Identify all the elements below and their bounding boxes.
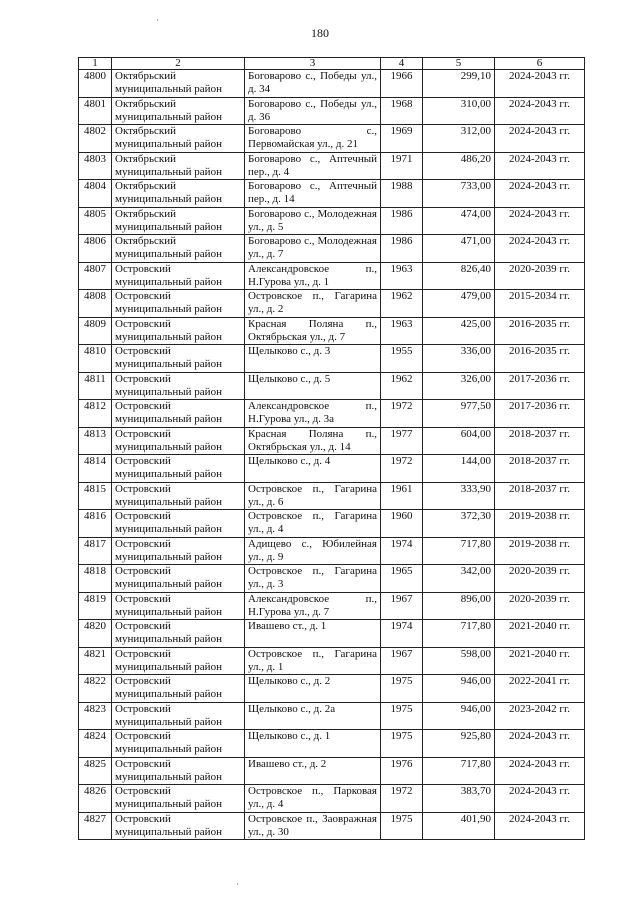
area-cell: 336,00 bbox=[423, 345, 495, 373]
district-cell: Островский муниципальный район bbox=[112, 317, 245, 345]
district-cell: Октябрьский муниципальный район bbox=[112, 207, 245, 235]
area-cell: 372,30 bbox=[423, 510, 495, 538]
district-cell: Островский муниципальный район bbox=[112, 785, 245, 813]
row-number: 4817 bbox=[79, 537, 112, 565]
column-header: 6 bbox=[495, 58, 585, 70]
column-header: 4 bbox=[381, 58, 423, 70]
year-cell: 1965 bbox=[381, 565, 423, 593]
year-cell: 1974 bbox=[381, 620, 423, 648]
period-cell: 2016-2035 гг. bbox=[495, 317, 585, 345]
year-cell: 1963 bbox=[381, 317, 423, 345]
district-cell: Островский муниципальный район bbox=[112, 372, 245, 400]
address-cell: Александровское п., Н.Гурова ул., д. 3а bbox=[245, 400, 381, 428]
table-row bbox=[79, 510, 585, 538]
column-header: 2 bbox=[112, 58, 245, 70]
address-cell: Боговарово с., Молодежная ул., д. 5 bbox=[245, 207, 381, 235]
table-row bbox=[79, 427, 585, 455]
district-cell: Островский муниципальный район bbox=[112, 482, 245, 510]
year-cell: 1975 bbox=[381, 812, 423, 840]
row-number: 4802 bbox=[79, 125, 112, 153]
table-row bbox=[79, 290, 585, 318]
area-cell: 299,10 bbox=[423, 70, 495, 98]
table-row bbox=[79, 455, 585, 483]
row-number: 4824 bbox=[79, 730, 112, 758]
table-row bbox=[79, 400, 585, 428]
table-row bbox=[79, 70, 585, 98]
year-cell: 1975 bbox=[381, 730, 423, 758]
district-cell: Октябрьский муниципальный район bbox=[112, 152, 245, 180]
period-cell: 2018-2037 гг. bbox=[495, 482, 585, 510]
row-number: 4801 bbox=[79, 97, 112, 125]
district-cell: Островский муниципальный район bbox=[112, 400, 245, 428]
row-number: 4812 bbox=[79, 400, 112, 428]
address-cell: Островское п., Гагарина ул., д. 4 bbox=[245, 510, 381, 538]
year-cell: 1974 bbox=[381, 537, 423, 565]
column-header: 1 bbox=[79, 58, 112, 70]
row-number: 4816 bbox=[79, 510, 112, 538]
district-cell: Островский муниципальный район bbox=[112, 345, 245, 373]
year-cell: 1967 bbox=[381, 592, 423, 620]
period-cell: 2018-2037 гг. bbox=[495, 455, 585, 483]
address-cell: Щелыково с., д. 2 bbox=[245, 675, 381, 703]
period-cell: 2024-2043 гг. bbox=[495, 757, 585, 785]
district-cell: Островский муниципальный район bbox=[112, 812, 245, 840]
year-cell: 1960 bbox=[381, 510, 423, 538]
period-cell: 2016-2035 гг. bbox=[495, 345, 585, 373]
address-cell: Ивашево ст., д. 1 bbox=[245, 620, 381, 648]
district-cell: Островский муниципальный район bbox=[112, 647, 245, 675]
address-cell: Красная Поляна п., Октябрьская ул., д. 14 bbox=[245, 427, 381, 455]
column-number-row bbox=[79, 58, 585, 70]
year-cell: 1988 bbox=[381, 180, 423, 208]
address-cell: Боговарово с., Победы ул., д. 36 bbox=[245, 97, 381, 125]
page-number: 180 bbox=[311, 26, 329, 40]
period-cell: 2024-2043 гг. bbox=[495, 125, 585, 153]
area-cell: 977,50 bbox=[423, 400, 495, 428]
year-cell: 1955 bbox=[381, 345, 423, 373]
address-cell: Островское п., Заовражная ул., д. 30 bbox=[245, 812, 381, 840]
area-cell: 471,00 bbox=[423, 235, 495, 263]
address-cell: Щелыково с., д. 3 bbox=[245, 345, 381, 373]
area-cell: 425,00 bbox=[423, 317, 495, 345]
area-cell: 342,00 bbox=[423, 565, 495, 593]
address-cell: Островское п., Гагарина ул., д. 2 bbox=[245, 290, 381, 318]
district-cell: Октябрьский муниципальный район bbox=[112, 125, 245, 153]
period-cell: 2017-2036 гг. bbox=[495, 400, 585, 428]
year-cell: 1972 bbox=[381, 785, 423, 813]
scan-speck: · bbox=[156, 15, 159, 25]
column-header: 5 bbox=[423, 58, 495, 70]
table-row bbox=[79, 317, 585, 345]
row-number: 4807 bbox=[79, 262, 112, 290]
address-cell: Александровское п., Н.Гурова ул., д. 7 bbox=[245, 592, 381, 620]
table-row bbox=[79, 647, 585, 675]
row-number: 4810 bbox=[79, 345, 112, 373]
address-cell: Щелыково с., д. 1 bbox=[245, 730, 381, 758]
period-cell: 2021-2040 гг. bbox=[495, 647, 585, 675]
table-row bbox=[79, 345, 585, 373]
area-cell: 479,00 bbox=[423, 290, 495, 318]
district-cell: Островский муниципальный район bbox=[112, 592, 245, 620]
district-cell: Островский муниципальный район bbox=[112, 455, 245, 483]
area-cell: 310,00 bbox=[423, 97, 495, 125]
period-cell: 2022-2041 гг. bbox=[495, 675, 585, 703]
year-cell: 1971 bbox=[381, 152, 423, 180]
row-number: 4822 bbox=[79, 675, 112, 703]
scan-speck: · bbox=[236, 879, 239, 889]
year-cell: 1968 bbox=[381, 97, 423, 125]
district-cell: Островский муниципальный район bbox=[112, 702, 245, 730]
district-cell: Октябрьский муниципальный район bbox=[112, 180, 245, 208]
table-row bbox=[79, 180, 585, 208]
area-cell: 826,40 bbox=[423, 262, 495, 290]
year-cell: 1963 bbox=[381, 262, 423, 290]
district-cell: Островский муниципальный район bbox=[112, 427, 245, 455]
address-cell: Островское п., Гагарина ул., д. 6 bbox=[245, 482, 381, 510]
table-row bbox=[79, 235, 585, 263]
year-cell: 1977 bbox=[381, 427, 423, 455]
row-number: 4800 bbox=[79, 70, 112, 98]
row-number: 4808 bbox=[79, 290, 112, 318]
table-row bbox=[79, 702, 585, 730]
period-cell: 2023-2042 гг. bbox=[495, 702, 585, 730]
area-cell: 598,00 bbox=[423, 647, 495, 675]
address-cell: Боговарово с., Аптечный пер., д. 14 bbox=[245, 180, 381, 208]
table-row bbox=[79, 812, 585, 840]
year-cell: 1976 bbox=[381, 757, 423, 785]
district-cell: Островский муниципальный район bbox=[112, 537, 245, 565]
period-cell: 2020-2039 гг. bbox=[495, 565, 585, 593]
address-cell: Адищево с., Юбилейная ул., д. 9 bbox=[245, 537, 381, 565]
period-cell: 2024-2043 гг. bbox=[495, 235, 585, 263]
area-cell: 333,90 bbox=[423, 482, 495, 510]
row-number: 4809 bbox=[79, 317, 112, 345]
period-cell: 2020-2039 гг. bbox=[495, 592, 585, 620]
area-cell: 946,00 bbox=[423, 675, 495, 703]
year-cell: 1972 bbox=[381, 400, 423, 428]
year-cell: 1967 bbox=[381, 647, 423, 675]
area-cell: 717,80 bbox=[423, 537, 495, 565]
address-cell: Щелыково с., д. 5 bbox=[245, 372, 381, 400]
area-cell: 733,00 bbox=[423, 180, 495, 208]
period-cell: 2024-2043 гг. bbox=[495, 812, 585, 840]
row-number: 4803 bbox=[79, 152, 112, 180]
district-cell: Октябрьский муниципальный район bbox=[112, 235, 245, 263]
address-cell: Александровское п., Н.Гурова ул., д. 1 bbox=[245, 262, 381, 290]
district-cell: Островский муниципальный район bbox=[112, 675, 245, 703]
table-row bbox=[79, 785, 585, 813]
period-cell: 2024-2043 гг. bbox=[495, 152, 585, 180]
row-number: 4825 bbox=[79, 757, 112, 785]
period-cell: 2024-2043 гг. bbox=[495, 207, 585, 235]
period-cell: 2017-2036 гг. bbox=[495, 372, 585, 400]
area-cell: 401,90 bbox=[423, 812, 495, 840]
table-row bbox=[79, 675, 585, 703]
row-number: 4821 bbox=[79, 647, 112, 675]
address-cell: Щелыково с., д. 4 bbox=[245, 455, 381, 483]
row-number: 4813 bbox=[79, 427, 112, 455]
year-cell: 1986 bbox=[381, 207, 423, 235]
address-cell: Островское п., Гагарина ул., д. 1 bbox=[245, 647, 381, 675]
address-cell: Красная Поляна п., Октябрьская ул., д. 7 bbox=[245, 317, 381, 345]
period-cell: 2018-2037 гг. bbox=[495, 427, 585, 455]
district-cell: Островский муниципальный район bbox=[112, 290, 245, 318]
area-cell: 474,00 bbox=[423, 207, 495, 235]
area-cell: 717,80 bbox=[423, 757, 495, 785]
address-cell: Боговарово с., Аптечный пер., д. 4 bbox=[245, 152, 381, 180]
table-row bbox=[79, 537, 585, 565]
period-cell: 2021-2040 гг. bbox=[495, 620, 585, 648]
address-cell: Островское п., Гагарина ул., д. 3 bbox=[245, 565, 381, 593]
area-cell: 896,00 bbox=[423, 592, 495, 620]
address-cell: Боговарово с., Молодежная ул., д. 7 bbox=[245, 235, 381, 263]
area-cell: 604,00 bbox=[423, 427, 495, 455]
row-number: 4811 bbox=[79, 372, 112, 400]
address-cell: Ивашево ст., д. 2 bbox=[245, 757, 381, 785]
table-row bbox=[79, 152, 585, 180]
period-cell: 2024-2043 гг. bbox=[495, 97, 585, 125]
area-cell: 144,00 bbox=[423, 455, 495, 483]
row-number: 4804 bbox=[79, 180, 112, 208]
area-cell: 946,00 bbox=[423, 702, 495, 730]
area-cell: 486,20 bbox=[423, 152, 495, 180]
address-cell: Островское п., Парковая ул., д. 4 bbox=[245, 785, 381, 813]
row-number: 4814 bbox=[79, 455, 112, 483]
area-cell: 326,00 bbox=[423, 372, 495, 400]
period-cell: 2019-2038 гг. bbox=[495, 510, 585, 538]
area-cell: 925,80 bbox=[423, 730, 495, 758]
table-row bbox=[79, 262, 585, 290]
year-cell: 1962 bbox=[381, 290, 423, 318]
table-row bbox=[79, 482, 585, 510]
year-cell: 1986 bbox=[381, 235, 423, 263]
area-cell: 383,70 bbox=[423, 785, 495, 813]
year-cell: 1962 bbox=[381, 372, 423, 400]
period-cell: 2024-2043 гг. bbox=[495, 730, 585, 758]
period-cell: 2015-2034 гг. bbox=[495, 290, 585, 318]
period-cell: 2024-2043 гг. bbox=[495, 785, 585, 813]
period-cell: 2024-2043 гг. bbox=[495, 70, 585, 98]
column-header: 3 bbox=[245, 58, 381, 70]
period-cell: 2020-2039 гг. bbox=[495, 262, 585, 290]
table-row bbox=[79, 207, 585, 235]
area-cell: 312,00 bbox=[423, 125, 495, 153]
district-cell: Островский муниципальный район bbox=[112, 620, 245, 648]
district-cell: Островский муниципальный район bbox=[112, 730, 245, 758]
address-cell: Боговарово с., Победы ул., д. 34 bbox=[245, 70, 381, 98]
row-number: 4815 bbox=[79, 482, 112, 510]
district-cell: Октябрьский муниципальный район bbox=[112, 70, 245, 98]
table-row bbox=[79, 372, 585, 400]
district-cell: Островский муниципальный район bbox=[112, 510, 245, 538]
table-row bbox=[79, 620, 585, 648]
table-row bbox=[79, 730, 585, 758]
table-row bbox=[79, 125, 585, 153]
row-number: 4818 bbox=[79, 565, 112, 593]
year-cell: 1969 bbox=[381, 125, 423, 153]
period-cell: 2019-2038 гг. bbox=[495, 537, 585, 565]
district-cell: Октябрьский муниципальный район bbox=[112, 97, 245, 125]
row-number: 4823 bbox=[79, 702, 112, 730]
row-number: 4805 bbox=[79, 207, 112, 235]
housing-registry-table bbox=[78, 57, 585, 840]
year-cell: 1972 bbox=[381, 455, 423, 483]
address-cell: Боговарово с., Первомайская ул., д. 21 bbox=[245, 125, 381, 153]
row-number: 4827 bbox=[79, 812, 112, 840]
year-cell: 1975 bbox=[381, 675, 423, 703]
period-cell: 2024-2043 гг. bbox=[495, 180, 585, 208]
district-cell: Островский муниципальный район bbox=[112, 757, 245, 785]
table-row bbox=[79, 97, 585, 125]
address-cell: Щелыково с., д. 2а bbox=[245, 702, 381, 730]
row-number: 4820 bbox=[79, 620, 112, 648]
year-cell: 1966 bbox=[381, 70, 423, 98]
table-row bbox=[79, 757, 585, 785]
table-row bbox=[79, 592, 585, 620]
year-cell: 1975 bbox=[381, 702, 423, 730]
row-number: 4826 bbox=[79, 785, 112, 813]
district-cell: Островский муниципальный район bbox=[112, 262, 245, 290]
row-number: 4806 bbox=[79, 235, 112, 263]
district-cell: Островский муниципальный район bbox=[112, 565, 245, 593]
table-row bbox=[79, 565, 585, 593]
area-cell: 717,80 bbox=[423, 620, 495, 648]
year-cell: 1961 bbox=[381, 482, 423, 510]
row-number: 4819 bbox=[79, 592, 112, 620]
